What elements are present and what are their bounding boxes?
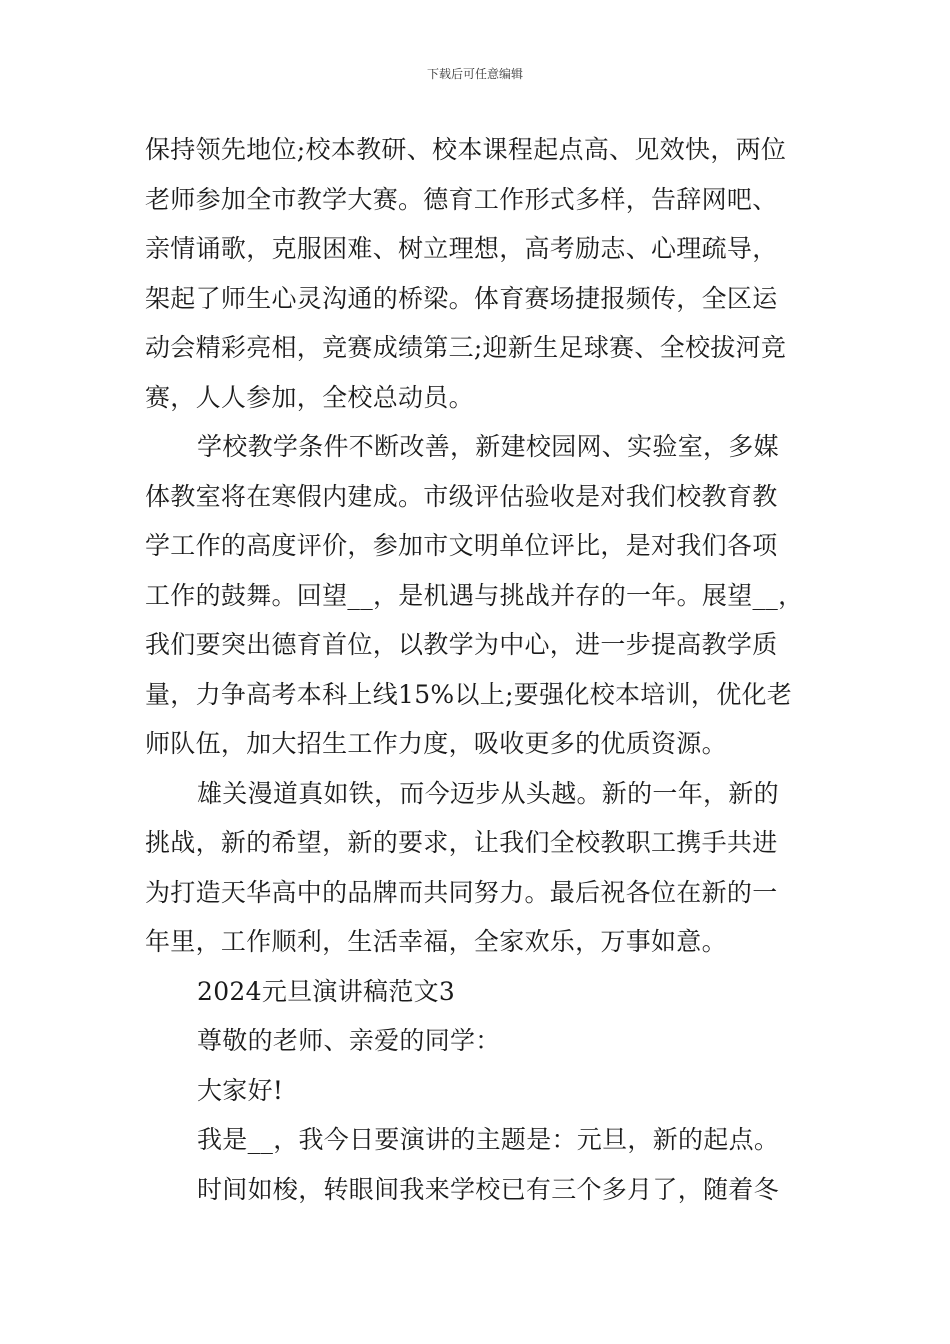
text-line: 我们要突出德育首位，以教学为中心，进一步提高教学质 [145,630,778,659]
text-line: 为打造天华高中的品牌而共同努力。最后祝各位在新的一 [145,877,778,907]
text-line: 年里，工作顺利，生活幸福，全家欢乐，万事如意。 [145,927,727,956]
text-line: 动会精彩亮相，竞赛成绩第三;迎新生足球赛、全校拔河竞 [145,333,787,362]
document-body [145,125,815,1214]
text-line: 大家好! [197,1075,284,1105]
text-line: 学工作的高度评价，参加市文明单位评比，是对我们各项 [145,531,778,560]
text-line: 雄关漫道真如铁，而今迈步从头越。新的一年，新的 [197,778,779,808]
text-line: 学校教学条件不断改善，新建校园网、实验室，多媒 [197,432,779,461]
text-line: 时间如梭，转眼间我来学校已有三个多月了，随着冬 [197,1174,779,1204]
section-heading: 2024元旦演讲稿范文3 [197,976,456,1006]
text-line: 工作的鼓舞。回望__，是机遇与挑战并存的一年。展望__， [145,580,804,610]
text-line: 我是__，我今日要演讲的主题是：元旦，新的起点。 [197,1125,780,1154]
text-line: 亲情诵歌，克服困难、树立理想，高考励志、心理疏导， [145,234,778,263]
text-line: 师队伍，加大招生工作力度，吸收更多的优质资源。 [145,729,727,758]
text-line: 挑战，新的希望，新的要求，让我们全校教职工携手共进 [145,828,778,857]
text-line: 保持领先地位;校本教研、校本课程起点高、见效快，两位 [145,135,787,164]
text-line: 架起了师生心灵沟通的桥梁。体育赛场捷报频传，全区运 [145,283,778,313]
page-header-note: 下载后可任意编辑 [426,67,523,81]
text-line: 尊敬的老师、亲爱的同学： [197,1026,501,1055]
text-line: 量，力争高考本科上线15%以上;要强化校本培训，优化老 [145,679,793,709]
text-line: 体教室将在寒假内建成。市级评估验收是对我们校教育教 [145,481,778,511]
text-line: 老师参加全市教学大赛。德育工作形式多样，告辞网吧、 [145,184,778,214]
text-line: 赛，人人参加，全校总动员。 [145,382,474,412]
